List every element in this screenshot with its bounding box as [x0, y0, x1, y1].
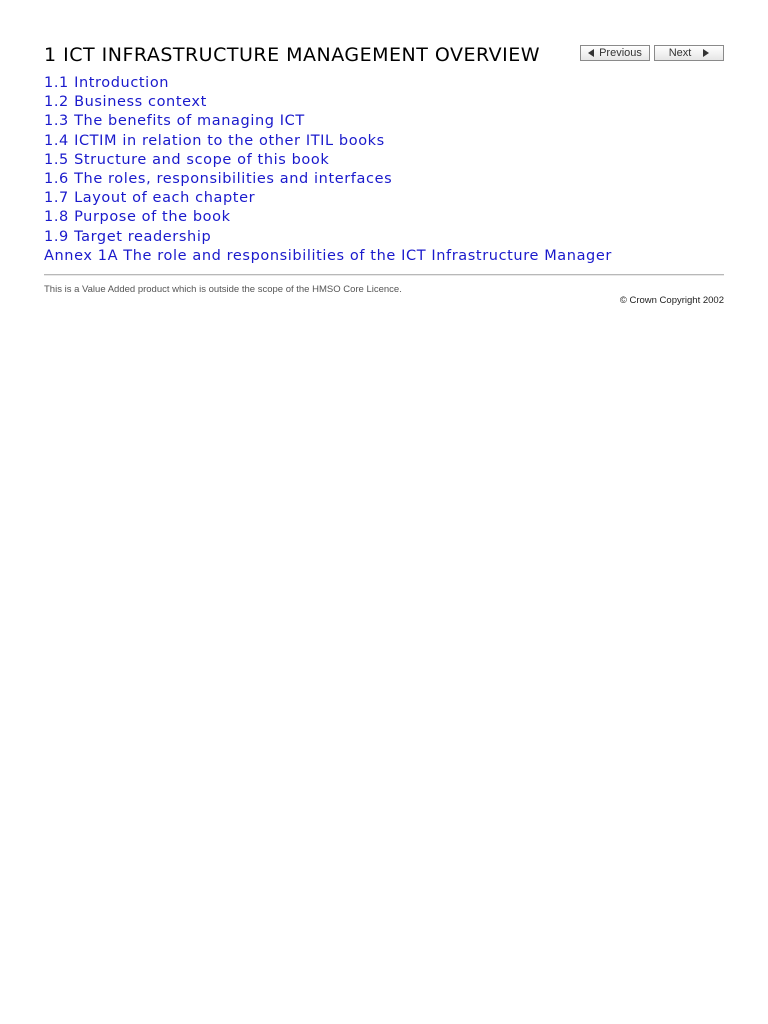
next-button-label: Next: [668, 47, 692, 59]
previous-button-label: Previous: [599, 47, 642, 59]
previous-button[interactable]: [580, 45, 650, 61]
nav-buttons: [580, 45, 724, 61]
copyright-notice: © Crown Copyright 2002: [619, 294, 724, 306]
toc-item: [44, 168, 724, 187]
toc-link-benefits[interactable]: 1.3 The benefits of managing ICT: [44, 113, 305, 130]
toc-link-layout[interactable]: 1.7 Layout of each chapter: [44, 190, 256, 207]
toc-link-business-context[interactable]: 1.2 Business context: [44, 94, 207, 111]
toc-link-ictim-relation[interactable]: 1.4 ICTIM in relation to the other ITIL books: [44, 132, 385, 149]
toc-link-structure-scope[interactable]: 1.5 Structure and scope of this book: [44, 151, 330, 168]
toc-item: [44, 245, 724, 264]
next-button[interactable]: [654, 45, 724, 61]
document-page: [44, 42, 724, 310]
toc-link-roles[interactable]: 1.6 The roles, responsibilities and interfaces: [44, 170, 393, 187]
toc-item: [44, 72, 724, 91]
toc-item: [44, 130, 724, 149]
page-title: 1 ICT INFRASTRUCTURE MANAGEMENT OVERVIEW: [44, 44, 541, 66]
arrow-right-icon: [703, 49, 709, 57]
toc-item: [44, 187, 724, 206]
toc-item: [44, 91, 724, 110]
toc-link-introduction[interactable]: 1.1 Introduction: [44, 75, 170, 91]
toc-item: [44, 226, 724, 245]
page-footer: [44, 284, 724, 310]
toc-item: [44, 149, 724, 168]
licence-note: This is a Value Added product which is outside the scope of the HMSO Core Licence.: [44, 283, 402, 295]
toc-link-target-readership[interactable]: 1.9 Target readership: [44, 228, 212, 245]
toc-item: [44, 110, 724, 129]
toc-item: [44, 206, 724, 225]
table-of-contents: [44, 72, 724, 264]
toc-link-purpose[interactable]: 1.8 Purpose of the book: [44, 209, 231, 226]
arrow-left-icon: [588, 49, 594, 57]
toc-link-annex-1a[interactable]: Annex 1A The role and responsibilities of the ICT Infrastructure Manager: [44, 247, 612, 264]
page-header: [44, 42, 724, 72]
divider: [44, 274, 724, 276]
